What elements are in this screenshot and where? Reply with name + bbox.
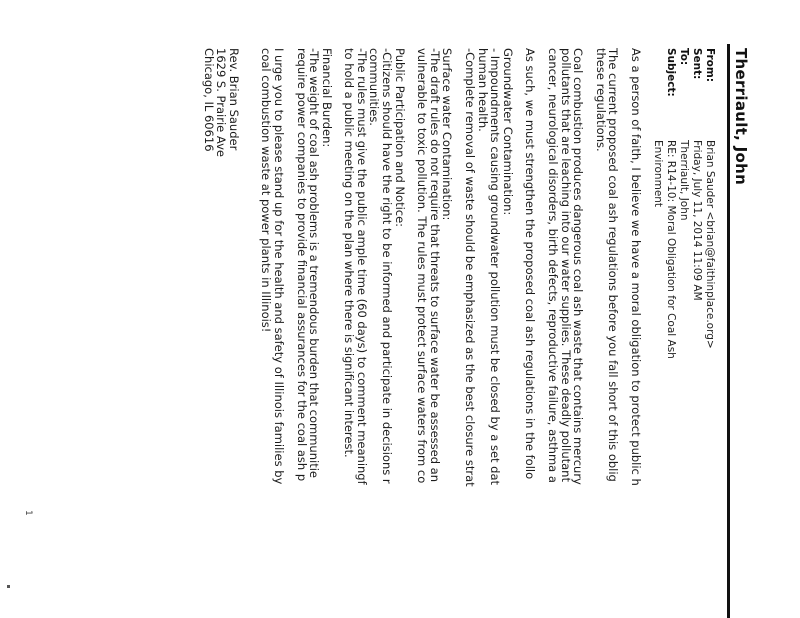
public-participation-heading: Public Participation and Notice: [392, 48, 407, 228]
public-participation-line-4: to hold a public meeting on the plan where there is significant interest. [342, 48, 357, 458]
email-body [202, 48, 642, 618]
subject-line-1: RE: R14-10: Moral Obligation for Coal Ash [665, 140, 677, 359]
groundwater-heading: Groundwater Contamination: [500, 48, 515, 216]
groundwater-line-1: - Impoundments causing groundwater pollution must be closed by a set dat [488, 48, 503, 486]
signature-street: 1629 S. Prairie Ave [214, 48, 229, 157]
surface-water-line-2: vulnerable to toxic pollution. The rules must protect surface waters from co [415, 48, 430, 484]
to-value: Therriault, John [678, 140, 690, 221]
financial-burden-line-1: -The weight of coal ash problems is a tremendous burden that communitie [307, 48, 322, 478]
signature-city: Chicago, IL 60616 [201, 48, 216, 152]
document-title: Therriault, John [732, 48, 750, 186]
closing-line-1: I urge you to please stand up for the health and safety of Illinois families by [271, 48, 286, 485]
closing-line-2: coal combustion waste at power plants in Illinois! [259, 48, 274, 333]
intro-paragraph: As a person of faith, I believe we have a moral obligation to protect public h [629, 48, 643, 486]
signature-name: Rev. Brian Sauder [226, 48, 241, 151]
from-label: From: [704, 48, 716, 83]
groundwater-line-3: -Complete removal of waste should be emphasized as the best closure strat [463, 48, 478, 487]
financial-burden-line-2: require power companies to provide financial assurances for the coal ash p [294, 48, 309, 482]
regulations-line-1: The current proposed coal ash regulations before you fall short of this oblig [606, 48, 621, 482]
public-participation-line-3: -The rules must give the public ample time (60 days) to comment meaningf [354, 48, 369, 485]
surface-water-heading: Surface water Contamination: [440, 48, 455, 221]
sent-value: Friday, July 11, 2014 11:09 AM [691, 140, 703, 301]
subject-line-2: Environment [652, 140, 664, 208]
to-label: To: [678, 48, 690, 66]
page-mark: 1 [23, 510, 33, 516]
strengthen-line: As such, we must strengthen the proposed coal ash regulations in the follo [523, 48, 538, 480]
subject-value [651, 140, 677, 618]
surface-water-line-1: -The draft rules do not require that threats to surface water be assessed an [427, 48, 442, 483]
sent-label: Sent: [691, 48, 703, 80]
from-value: Brian Sauder <brian@faithinplace.org> [704, 140, 716, 349]
coal-line-3: cancer, neurological disorders, birth defects, reproductive failure, asthma a [546, 48, 561, 483]
groundwater-line-2: human health. [475, 48, 490, 132]
coal-line-1: Coal combustion produces dangerous coal ash waste that contains mercury [571, 48, 586, 485]
coal-line-2: pollutants that are leaching into our water supplies. These deadly pollutant [558, 48, 573, 482]
financial-burden-heading: Financial Burden: [319, 48, 334, 148]
scan-speck [7, 585, 10, 588]
subject-label: Subject: [665, 48, 677, 97]
public-participation-line-2: communities. [367, 48, 382, 126]
title-rule [727, 44, 730, 618]
public-participation-line-1: -Citizens should have the right to be informed and participate in decisions r [380, 48, 395, 484]
regulations-line-2: these regulations. [593, 48, 608, 152]
